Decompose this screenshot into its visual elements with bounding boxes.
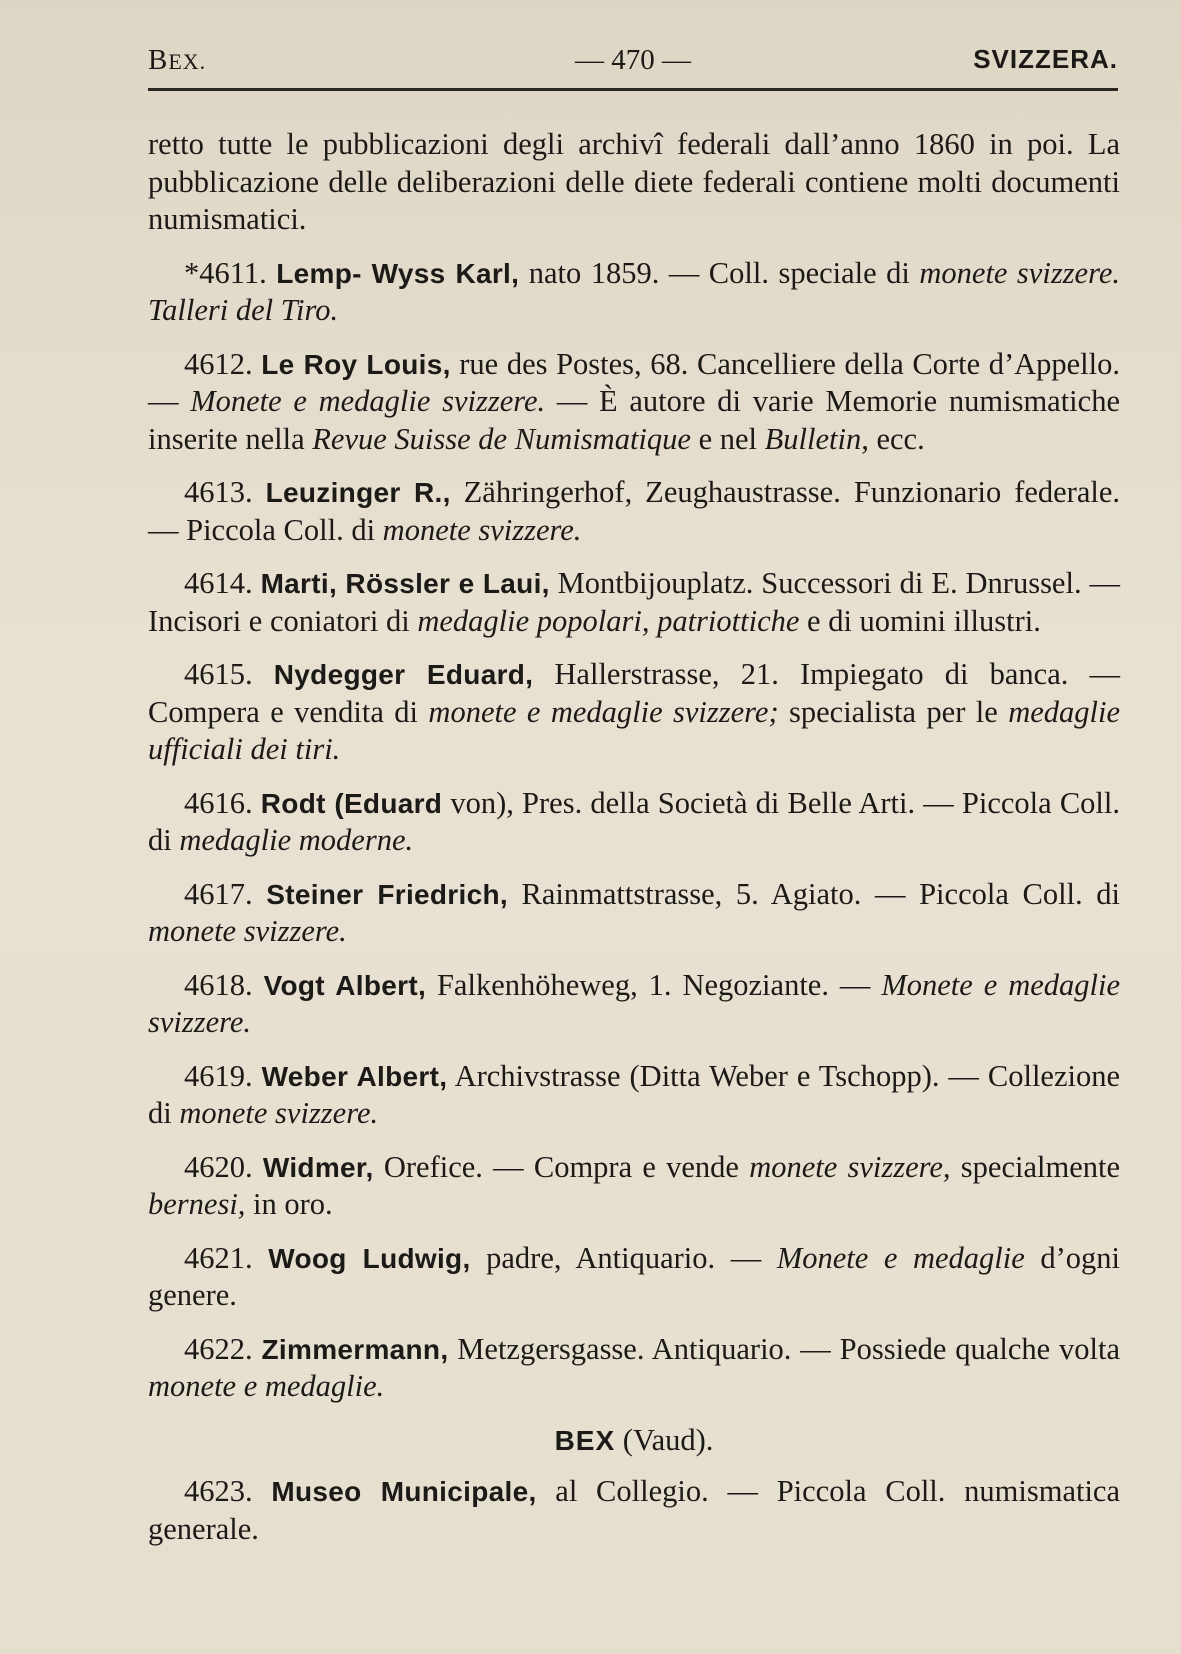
entry-4620: [148, 1149, 1120, 1224]
entry-italic: Revue Suisse de Numismatique: [312, 421, 691, 456]
entry-name: Marti, Rössler e Laui,: [260, 568, 550, 599]
page-number: — 470 —: [575, 44, 691, 76]
entry-italic: monete svizzere.: [382, 512, 582, 547]
entry-number: 4617.: [184, 876, 267, 911]
entry-italic: bernesi,: [148, 1187, 246, 1221]
entry-name: Weber Albert,: [261, 1060, 448, 1092]
entry-text: al Collegio. — Piccola Coll. numismatica generale.: [148, 1474, 1120, 1546]
entry-name: Rodt (Eduard: [260, 787, 443, 819]
entry-italic: monete svizzere.: [148, 914, 347, 948]
entry-4613: [148, 474, 1120, 549]
entry-text: in oro.: [245, 1187, 333, 1221]
entry-4623: [148, 1473, 1120, 1548]
entry-name: Vogt Albert,: [263, 969, 427, 1001]
section-region: (Vaud).: [615, 1422, 714, 1457]
entry-text: von), Pres. della Società di Belle Arti. — Piccola Coll. di: [148, 785, 1120, 857]
entry-number: 4623.: [184, 1474, 272, 1508]
header-country: SVIZZERA.: [973, 44, 1118, 74]
entry-italic: monete e medaglie svizzere;: [428, 694, 779, 729]
entry-name: Lemp- Wyss Karl,: [276, 257, 520, 289]
entry-text: e nel: [690, 421, 765, 456]
entry-text: Metzgersgasse. Antiquario. — Possiede qualche volta: [448, 1331, 1121, 1366]
entry-text: Zähringerhof, Zeughaustrasse. Funzionario federale. — Piccola Coll. di: [148, 475, 1121, 547]
entry-italic: monete svizzere.: [179, 1096, 379, 1130]
header-rule: [148, 88, 1118, 91]
entry-text: rue des Postes, 68. Cancelliere della Corte d’Appello. —: [148, 346, 1120, 418]
entry-number: 4615.: [184, 657, 274, 691]
entry-number: 4622.: [184, 1331, 262, 1366]
section-heading-bex: [148, 1422, 1120, 1460]
section-city: BEX: [554, 1424, 616, 1456]
entry-4622: [148, 1331, 1120, 1406]
entry-text: Rainmattstrasse, 5. Agiato. — Piccola Coll. di: [507, 876, 1120, 911]
entry-italic: Monete e medaglie: [776, 1240, 1025, 1275]
entry-number: 4616.: [184, 785, 261, 820]
entry-text: Montbijouplatz. Successori di E. Dnrussel. — Incisori e coniatori di: [148, 566, 1121, 638]
entry-number: 4621.: [184, 1240, 269, 1275]
entry-name: Leuzinger R.,: [265, 477, 451, 508]
entry-4611: [148, 255, 1120, 330]
running-header: [148, 44, 1118, 84]
entry-text: Falkenhöheweg, 1. Negoziante. —: [426, 967, 882, 1002]
entry-text: Hallerstrasse, 21. Impiegato di banca. — Compera e vendita di: [148, 657, 1121, 729]
entry-name: Zimmermann,: [261, 1333, 449, 1365]
entry-number: 4619.: [184, 1058, 262, 1093]
entry-4621: [148, 1240, 1120, 1315]
entry-italic: Monete e medaglie svizzere.: [190, 384, 546, 418]
header-city-rest: EX.: [168, 49, 207, 74]
header-city-initial: B: [148, 44, 169, 76]
entry-name: Nydegger Eduard,: [273, 659, 534, 690]
entry-4619: [148, 1058, 1120, 1133]
entry-4617: [148, 876, 1120, 951]
entry-name: Woog Ludwig,: [268, 1242, 471, 1274]
entry-number: 4613.: [184, 475, 266, 509]
entry-text: Orefice. — Compra e vende: [373, 1149, 750, 1184]
intro-text: retto tutte le pubblicazioni degli archivî federali dall’anno 1860 in poi. La pubblicazione delle deliberazioni delle diete federali contiene molti documenti numismatici.: [148, 127, 1120, 236]
entry-text: Archivstrasse (Ditta Weber e Tschopp). — Collezione di: [148, 1058, 1121, 1130]
entry-text: specialista per le: [778, 694, 1009, 729]
entry-4615: [148, 656, 1120, 769]
entry-4616: [148, 785, 1120, 860]
entry-italic: Monete e medaglie svizzere.: [148, 967, 1120, 1039]
entry-italic: medaglie popolari, patriottiche: [417, 603, 800, 638]
entry-4618: [148, 967, 1120, 1042]
intro-paragraph: [148, 126, 1120, 239]
entry-text: d’ogni genere.: [148, 1240, 1121, 1312]
entry-text: specialmente: [950, 1149, 1120, 1184]
entry-italic: Bulletin,: [764, 421, 869, 456]
entry-name: Steiner Friedrich,: [266, 878, 508, 910]
entry-name: Museo Municipale,: [271, 1476, 537, 1507]
entry-number: 4614.: [184, 566, 261, 600]
page-body: [148, 126, 1120, 1564]
entry-italic: monete e medaglie.: [148, 1369, 385, 1403]
entry-text: ecc.: [868, 421, 925, 456]
entry-text: padre, Antiquario. —: [470, 1240, 777, 1275]
entry-number: 4620.: [184, 1149, 263, 1184]
entry-text: — È autore di varie Memorie numismatiche inserite nella: [148, 384, 1120, 456]
entry-italic: medaglie ufficiali dei tiri.: [148, 694, 1120, 766]
entry-name: Le Roy Louis,: [261, 348, 451, 380]
entry-number: 4612.: [184, 346, 262, 381]
entry-4612: [148, 346, 1120, 459]
entry-name: Widmer,: [262, 1151, 374, 1183]
entry-number: *4611.: [184, 255, 277, 290]
entry-italic: monete svizzere. Talleri del Tiro.: [148, 255, 1120, 327]
entry-text: e di uomini illustri.: [799, 603, 1041, 638]
entry-4614: [148, 565, 1120, 640]
entry-text: nato 1859. — Coll. speciale di: [519, 255, 920, 290]
entry-number: 4618.: [184, 967, 264, 1002]
entry-italic: medaglie moderne.: [179, 823, 414, 857]
entry-italic: monete svizzere,: [749, 1149, 951, 1184]
